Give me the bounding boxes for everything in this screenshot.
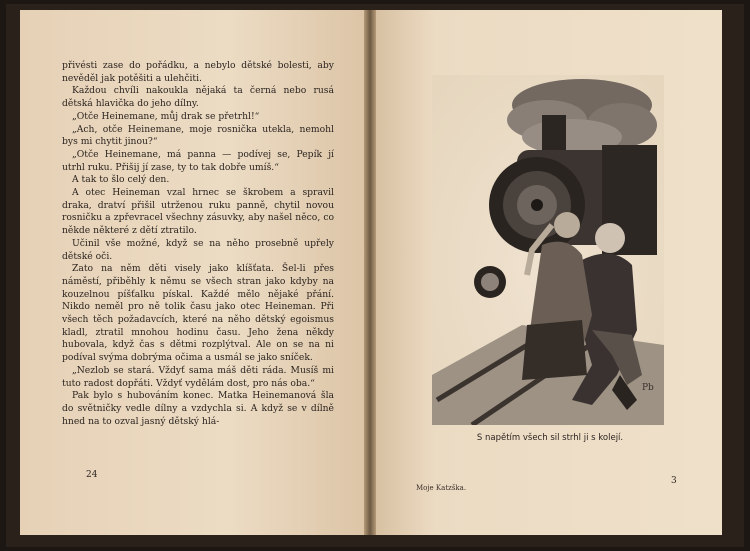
paragraph: „Ach, otče Heinemane, moje rosnička utekla, nemohl bys mi chytit jinou?“ (62, 123, 334, 148)
paragraph: „Otče Heinemane, má panna — podívej se, Pepík jí utrhl ruku. Přišij jí zase, ty to tak dobře umíš.“ (62, 148, 334, 173)
left-page-text (62, 60, 334, 428)
illustration-caption: S napětím všech sil strhl ji s kolejí. (476, 433, 624, 443)
footer-book-title: Moje Katzška. (416, 484, 467, 492)
book-gutter (364, 10, 376, 535)
left-page-number: 24 (86, 470, 98, 480)
smoke-cloud (507, 79, 657, 155)
paragraph: Zato na něm děti visely jako klíšťata. Šel-li přes náměstí, přiběhly k němu se všech stran jako kdyby na kouzelnou píšťalku pískal. Každé mělo nějaké přání. Nikdo neměl pro ně tolik času jako otec Heineman. Při všech těch požadavcích, které na něho dětský egoismus kladl, ztratil mnohou hodinu času. Jeho žena někdy hubovala, když čas s dětmi rozplýtval. Ale on se na ni podíval svýma dobrýma očima a usmál se jako sníček. (62, 263, 334, 364)
paragraph: Pak bylo s hubováním konec. Matka Heinemanová šla do světničky vedle dílny a vzdychla si. A když se v dílně hned na to ozval jasný dětský hlá- (62, 390, 334, 427)
paragraph: A otec Heineman vzal hrnec se škrobem a spravil draka, dratví přišil utrženou ruku panně, chytil novou rosničku a zpřevracel všechny zásuvky, aby našel něco, co někde některé z dětí ztratilo. (62, 187, 334, 237)
right-page-number: 3 (671, 476, 677, 486)
illustration-signature: Pb (642, 383, 654, 393)
paragraph: Každou chvíli nakoukla nějaká ta černá nebo rusá dětská hlavička do jeho dílny. (62, 85, 334, 110)
paragraph: přivésti zase do pořádku, a nebylo dětské bolesti, aby nevěděl jak potěšiti a ulehčiti. (62, 60, 334, 84)
chimney (542, 115, 566, 153)
paragraph: Učinil vše možné, když se na něho prosebně upřely dětské oči. (62, 237, 334, 262)
paragraph: „Nezlob se stará. Vždyť sama máš děti ráda. Musíš mi tuto radost dopřáti. Vždyť vydělám dost, pro nás oba.“ (62, 364, 334, 389)
paragraph: A tak to šlo celý den. (72, 174, 170, 186)
paragraph: „Otče Heinemane, můj drak se přetrhl!“ (72, 110, 260, 122)
locomotive-illustration (432, 75, 664, 425)
